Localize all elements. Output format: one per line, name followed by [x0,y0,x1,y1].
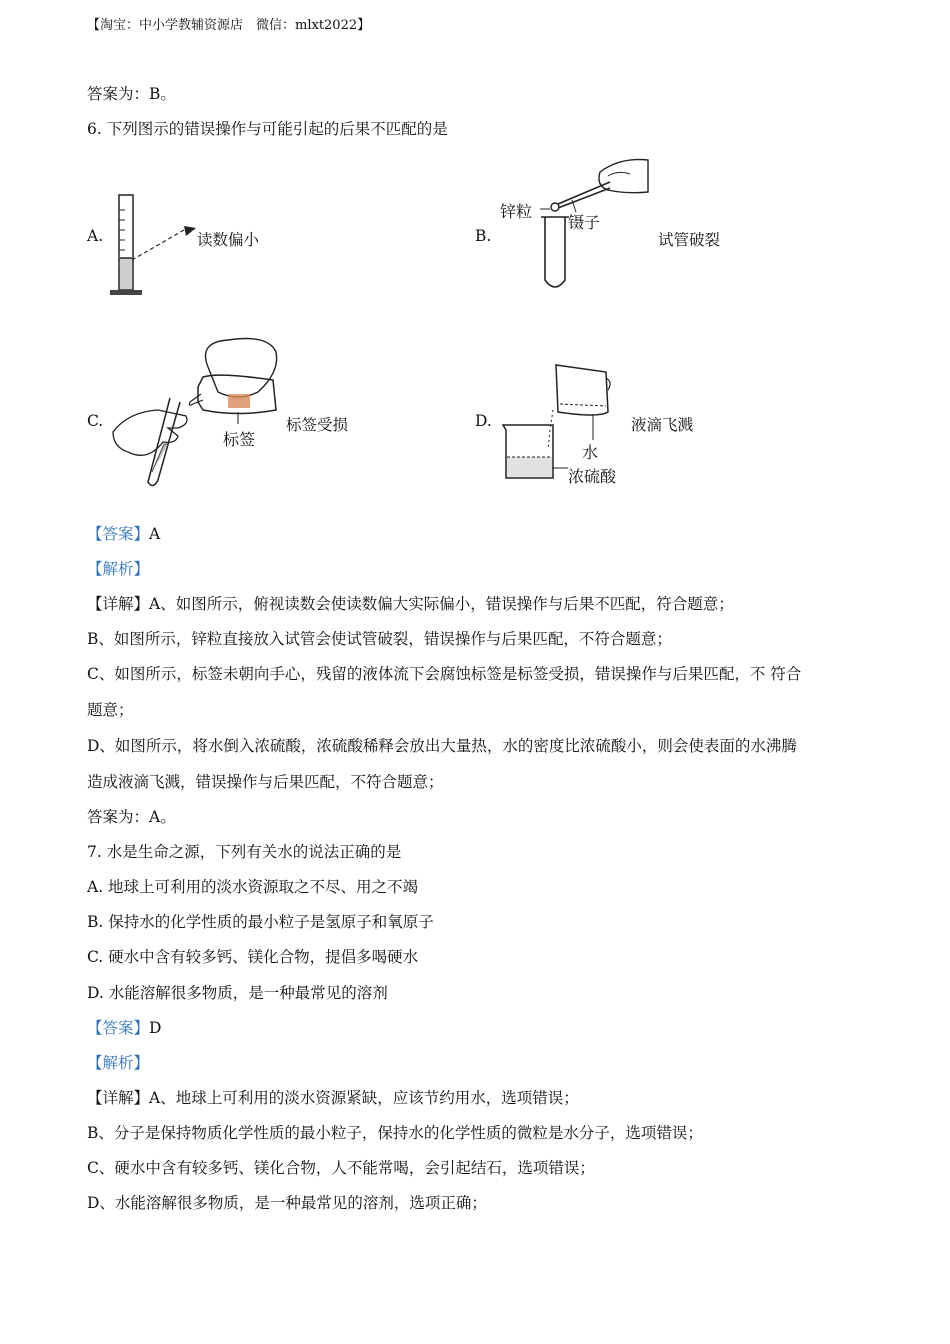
q7-option-c: C. 硬水中含有较多钙、镁化合物，提倡多喝硬水 [87,948,419,966]
q7-option-b: B. 保持水的化学性质的最小粒子是氢原子和氧原子 [87,913,434,931]
q6-analysis-tag: 【解析】 [87,560,150,578]
dilution-figure [498,360,633,490]
previous-answer: 答案为：B。 [87,85,176,103]
answer-value: A [149,525,161,543]
q7-detail-line-2: C、硬水中含有较多钙、镁化合物，人不能常喝，会引起结石，选项错误； [87,1159,595,1177]
q7-answer [87,1016,161,1038]
zinc-granule-label: 锌粒 [500,202,533,221]
q7-analysis-tag: 【解析】 [87,1054,150,1072]
q6-option-c-caption: 标签受损 [286,416,349,434]
q6-option-c-label: C. [87,412,104,430]
answer-tag: 【答案】 [87,1019,150,1037]
q6-final-answer: 答案为：A。 [87,808,176,826]
q7-detail-line-1: B、分子是保持物质化学性质的最小粒子，保持水的化学性质的微粒是水分子，选项错误； [87,1124,703,1142]
label-tag: 标签 [223,430,256,449]
tweezers-label: 镊子 [568,213,601,232]
q6-option-d-label: D. [475,412,492,430]
q6-option-b-label: B. [475,227,492,245]
q7-detail-line-0 [87,1086,579,1108]
q6-stem: 6. 下列图示的错误操作与可能引起的后果不匹配的是 [87,120,448,138]
q6-detail-line-1: B、如图所示，锌粒直接放入试管会使试管破裂，错误操作与后果匹配，不符合题意； [87,630,672,648]
answer-tag: 【答案】 [87,525,150,543]
q6-option-d-caption: 液滴飞溅 [631,416,694,434]
detail-tag: 【详解】 [87,595,150,613]
q6-option-a-caption: 读数偏小 [197,231,260,249]
q6-option-b-caption: 试管破裂 [658,231,721,249]
q7-stem: 7. 水是生命之源，下列有关水的说法正确的是 [87,843,402,861]
detail-tag: 【详解】 [87,1089,150,1107]
q6-answer [87,522,160,544]
q6-detail-line-2: C、如图所示，标签未朝向手心，残留的液体流下会腐蚀标签是标签受损，错误操作与后果匹配，不 符合 [87,665,802,683]
answer-value: D [149,1019,162,1037]
detail-text: A、地球上可利用的淡水资源紧缺，应该节约用水，选项错误； [149,1089,579,1107]
q7-detail-line-3: D、水能溶解很多物质，是一种最常见的溶剂，选项正确； [87,1194,487,1212]
detail-text: A、如图所示，俯视读数会使读数偏大实际偏小，错误操作与后果不匹配，符合题意； [149,595,734,613]
q7-option-d: D. 水能溶解很多物质，是一种最常见的溶剂 [87,984,388,1002]
water-label: 水 [582,443,599,462]
q6-option-a-label: A. [87,227,104,245]
header-banner: 【淘宝：中小学教辅资源店 微信：mlxt2022】 [87,18,371,33]
q7-option-a: A. 地球上可利用的淡水资源取之不尽、用之不竭 [87,878,419,896]
concentrated-sulfuric-acid-label: 浓硫酸 [568,467,617,486]
test-tube-tweezers-figure [500,152,660,292]
pouring-liquid-figure [108,332,283,492]
q6-detail-line-0 [87,592,734,614]
graduated-cylinder-figure [104,190,204,300]
q6-detail-line-5: 造成液滴飞溅，错误操作与后果匹配，不符合题意； [87,773,444,791]
q6-detail-line-4: D、如图所示，将水倒入浓硫酸，浓硫酸稀释会放出大量热，水的密度比浓硫酸小，则会使表面的水沸腾 [87,737,797,755]
q6-detail-line-3: 题意； [87,701,134,719]
